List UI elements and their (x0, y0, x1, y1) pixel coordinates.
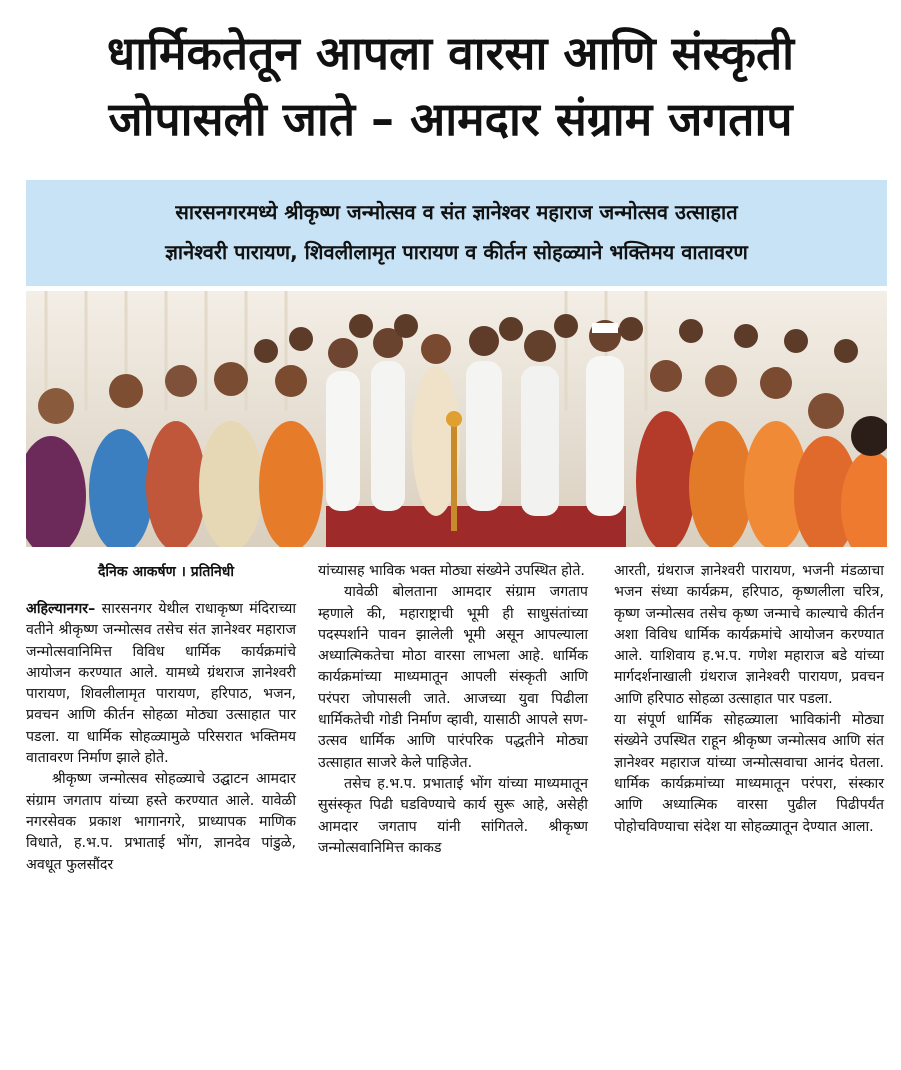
article-paragraph: यांच्यासह भाविक भक्त मोठ्या संख्येने उपस्थित होते. (318, 563, 585, 579)
headline-line-1: धार्मिकतेतून आपला वारसा आणि संस्कृती (106, 26, 795, 80)
article-column-3 (614, 561, 884, 838)
article-paragraph (26, 599, 296, 769)
article-paragraph: तसेच ह.भ.प. प्रभाताई भोंग यांच्या माध्यमातून सुसंस्कृत पिढी घडविण्याचे कार्य सुरू आहे, असेही आमदार जगताप यांनी सांगितले. श्रीकृष्ण जन्मोत्सवानिमित्त काकड (318, 775, 588, 856)
article-paragraph: यावेळी बोलताना आमदार संग्राम जगताप म्हणाले की, महाराष्ट्राची भूमी ही साधुसंतांच्या पदस्पर्शाने पावन झालेली भूमी असून आपल्याला अध्यात्मिकतेचा मोठा वारसा लाभला आहे. धार्मिक कार्यक्रमांच्या माध्यमातून आपली संस्कृती आणि परंपरा जोपासली जाते. आजच्या युवा पिढीला धार्मिकतेची गोडी निर्माण व्हावी, यासाठी आपले सण-उत्सव धार्मिक आणि पारंपरिक पद्धतीने मोठ्या उत्साहात साजरे केले पाहिजेत. (318, 584, 588, 771)
event-photo-illustration (26, 291, 887, 547)
subheadline-line-2: ज्ञानेश्वरी पारायण, शिवलीलामृत पारायण व कीर्तन सोहळ्याने भक्तिमय वातावरण (165, 240, 748, 264)
dateline: अहिल्यानगर– (26, 601, 96, 617)
subheadline-line-1: सारसनगरमध्ये श्रीकृष्ण जन्मोत्सव व संत ज्ञानेश्वर महाराज जन्मोत्सव उत्साहात (175, 200, 738, 224)
subheadline-box (26, 180, 887, 286)
article-text: सारसनगर येथील राधाकृष्ण मंदिराच्या वतीने श्रीकृष्ण जन्मोत्सव तसेच संत ज्ञानेश्वर महाराज जन्मोत्सवानिमित्त विविध धार्मिक कार्यक्रमांचे आयोजन करण्यात आले. यामध्ये ग्रंथराज ज्ञानेश्वरी पारायण, शिवलीलामृत पारायण, हरिपाठ, भजन, प्रवचन आणि कीर्तन सोहळा मोठ्या उत्साहात पार पडला. या धार्मिक सोहळ्यामुळे परिसरात भक्तिमय वातावरण निर्माण झाले होते. (26, 601, 296, 767)
article-column-2 (318, 561, 588, 859)
headline-line-2: जोपासली जाते – आमदार संग्राम जगताप (108, 92, 793, 146)
article-paragraph: आरती, ग्रंथराज ज्ञानेश्वरी पारायण, भजनी मंडळाचा भजन संध्या कार्यक्रम, हरिपाठ, कृष्णलीला चरित्र, कृष्ण जन्मोत्सव तसेच कृष्ण जन्माचे काल्याचे कीर्तन अशा विविध धार्मिक कार्यक्रमांचे आयोजन करण्यात आले. याशिवाय ह.भ.प. गणेश महाराज बडे यांच्या मार्गदर्शनाखाली ग्रंथराज ज्ञानेश्वरी पारायण, प्रवचन आणि हरिपाठ सोहळा उत्साहात पार पडला. (614, 563, 884, 707)
event-photo (26, 291, 887, 547)
byline: दैनिक आकर्षण । प्रतिनिधी (98, 564, 234, 580)
article-paragraph: श्रीकृष्ण जन्मोत्सव सोहळ्याचे उद्घाटन आमदार संग्राम जगताप यांच्या हस्ते करण्यात आले. यावेळी नगरसेवक प्रकाश भागानगरे, प्राध्यापक माणिक विधाते, ह.भ.प. प्रभाताई भोंग, ज्ञानदेव पांडुळे, अवधूत फुलसौंदर (26, 771, 296, 873)
article-column-1 (26, 599, 296, 876)
headline (14, 20, 887, 152)
article-paragraph: या संपूर्ण धार्मिक सोहळ्याला भाविकांनी मोठ्या संख्येने उपस्थित राहून श्रीकृष्ण जन्मोत्सव आणि संत ज्ञानेश्वर महाराज यांच्या जन्मोत्सवाचा आनंद घेतला. धार्मिक कार्यक्रमांच्या माध्यमातून परंपरा, संस्कार आणि अध्यात्मिक वारसा पुढील पिढीपर्यंत पोहोचविण्याचा संदेश या सोहळ्यातून देण्यात आला. (614, 712, 884, 835)
